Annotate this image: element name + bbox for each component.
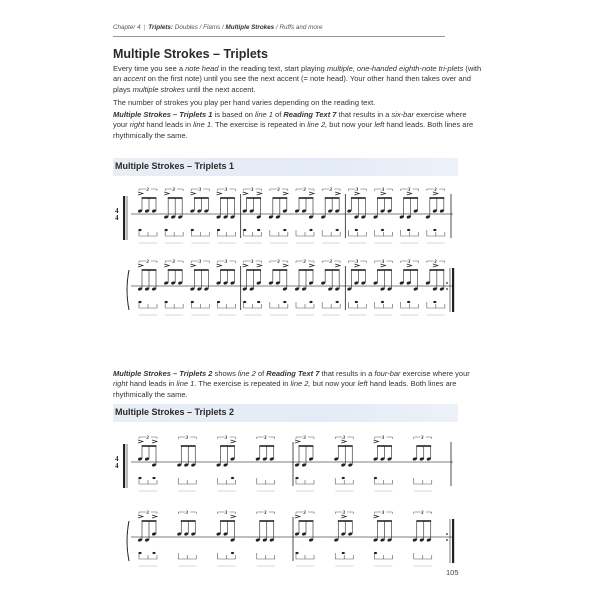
- beam: [194, 269, 209, 271]
- tuplet-number: 3: [198, 188, 202, 193]
- tuplet-number: 3: [185, 436, 188, 441]
- beam: [142, 197, 157, 199]
- reading-note-head: [342, 477, 345, 479]
- tuplet-number: 3: [264, 511, 267, 516]
- tuplet-number: 3: [224, 260, 228, 265]
- beam: [181, 520, 196, 522]
- reading-note-head: [283, 229, 286, 231]
- accent-mark: [374, 440, 379, 443]
- reading-note-head: [295, 552, 298, 554]
- beam: [416, 445, 431, 447]
- beam: [220, 520, 235, 522]
- reading-note-head: [217, 301, 220, 303]
- tuplet-number: 3: [185, 511, 188, 516]
- tuplet-number: 3: [146, 511, 149, 516]
- tuplet-number: 3: [172, 260, 175, 265]
- beam: [299, 445, 314, 447]
- reading-note-head: [138, 552, 141, 554]
- tuplet-number: 3: [329, 260, 332, 265]
- beam: [351, 269, 366, 271]
- reading-note-head: [231, 477, 234, 479]
- reading-note-head: [165, 301, 168, 303]
- breadcrumb-item: Multiple Strokes: [225, 24, 275, 31]
- accent-mark: [309, 264, 314, 267]
- beam: [416, 520, 431, 522]
- accent-mark: [231, 440, 236, 443]
- tuplet-number: 3: [250, 188, 254, 193]
- beam: [325, 197, 340, 199]
- beam: [220, 197, 235, 199]
- tuplet-number: 3: [407, 260, 411, 265]
- beam: [429, 197, 444, 199]
- beam: [246, 197, 261, 199]
- tuplet-number: 3: [381, 436, 385, 441]
- accent-mark: [243, 192, 248, 195]
- running-header: [113, 24, 445, 31]
- intro-paragraph: Every time you see a note head in the reading text, start playing multiple, one-handed eighth-note tri-plets (with an accent on the first note) until you see the next accent (= note head). Your other hand then takes over and plays multiple strokes until the next accent.: [113, 64, 482, 94]
- chapter-label: Chapter 4: [113, 24, 141, 31]
- accent-mark: [152, 440, 157, 443]
- tuplet-number: 3: [198, 260, 202, 265]
- tuplet-number: 3: [342, 436, 345, 441]
- tuplet-number: 3: [421, 511, 424, 516]
- reading-note-head: [152, 477, 155, 479]
- repeat-start-thick-bar: [123, 444, 125, 488]
- beam: [338, 520, 353, 522]
- reading-note-head: [342, 552, 345, 554]
- beam: [259, 520, 274, 522]
- tuplet-number: 3: [224, 511, 228, 516]
- beam: [220, 445, 235, 447]
- reading-note-head: [257, 301, 260, 303]
- tuplet-number: 3: [381, 511, 385, 516]
- page-title: Multiple Strokes – Triplets: [113, 47, 268, 61]
- breadcrumb-item: Ruffs and more: [279, 24, 323, 31]
- beam: [142, 269, 157, 271]
- crumb-separator: /: [274, 24, 280, 31]
- accent-mark: [335, 192, 340, 195]
- reading-note-head: [309, 301, 312, 303]
- accent-mark: [257, 192, 262, 195]
- reading-note-head: [336, 229, 339, 231]
- reading-note-head: [138, 301, 141, 303]
- accent-mark: [231, 515, 236, 518]
- reading-note-head: [433, 301, 436, 303]
- tuplet-number: 3: [355, 188, 359, 193]
- beam: [429, 269, 444, 271]
- exercise-1-system-2: [113, 252, 493, 332]
- reading-note-head: [374, 477, 377, 479]
- beam: [377, 445, 392, 447]
- reading-note-head: [381, 301, 384, 303]
- breadcrumb-item: Doubles: [174, 24, 198, 31]
- beam: [168, 197, 183, 199]
- tuplet-number: 3: [146, 436, 149, 441]
- reading-note-head: [231, 552, 234, 554]
- beam: [272, 197, 287, 199]
- beam: [246, 269, 261, 271]
- svg-text:4: 4: [115, 214, 119, 222]
- tuplet-number: 3: [434, 260, 437, 265]
- exercise-1-system-1: [113, 180, 493, 260]
- reading-note-head: [355, 301, 358, 303]
- reading-note-head: [295, 477, 298, 479]
- reading-note-head: [283, 301, 286, 303]
- reading-note-head: [191, 229, 194, 231]
- beam: [351, 197, 366, 199]
- beam: [403, 197, 418, 199]
- accent-mark: [138, 264, 143, 267]
- tuplet-number: 3: [172, 188, 175, 193]
- accent-mark: [243, 264, 248, 267]
- reading-note-head: [336, 301, 339, 303]
- tuplet-number: 3: [277, 260, 280, 265]
- exercise-1-title: Multiple Strokes – Triplets 1: [115, 161, 235, 171]
- beam: [299, 520, 314, 522]
- beam: [403, 269, 418, 271]
- tuplet-number: 3: [421, 436, 424, 441]
- exercise-1-banner: [113, 158, 458, 176]
- svg-text:4: 4: [115, 462, 119, 470]
- tuplet-number: 3: [264, 436, 267, 441]
- reading-note-head: [243, 229, 246, 231]
- repeat-end-thick-bar: [452, 519, 454, 563]
- accent-mark: [164, 192, 169, 195]
- reading-note-head: [138, 229, 141, 231]
- breadcrumb: [175, 24, 323, 31]
- accent-mark: [138, 192, 143, 195]
- accent-mark: [295, 515, 300, 518]
- beam: [181, 445, 196, 447]
- reading-note-head: [152, 552, 155, 554]
- exercise-2-title: Multiple Strokes – Triplets 2: [115, 407, 235, 417]
- exercise1-description: Multiple Strokes – Triplets 1 is based on line 1 of Reading Text 7 that results in a six-bar exercise where your right hand leads in line 1. The exercise is repeated in line 2, but now your left hand leads. Both lines are rhythmically the same.: [113, 110, 474, 140]
- time-signature: 4: [115, 207, 119, 215]
- time-signature: 4: [115, 455, 119, 463]
- tuplet-number: 3: [224, 188, 228, 193]
- reading-note-head: [257, 229, 260, 231]
- beam: [259, 445, 274, 447]
- reading-note-head: [407, 301, 410, 303]
- tuplet-number: 3: [303, 260, 306, 265]
- beam: [272, 269, 287, 271]
- tuplet-number: 3: [329, 188, 332, 193]
- header-rule: [113, 36, 445, 37]
- tuplet-number: 3: [303, 436, 306, 441]
- accent-mark: [374, 515, 379, 518]
- crumb-separator: /: [220, 24, 226, 31]
- beam: [299, 197, 314, 199]
- beam: [377, 269, 392, 271]
- exercise-2-banner: [113, 404, 458, 422]
- tuplet-number: 3: [381, 188, 385, 193]
- tuplet-number: 3: [434, 188, 437, 193]
- reading-note-head: [138, 477, 141, 479]
- tuplet-number: 3: [277, 188, 280, 193]
- beam: [338, 445, 353, 447]
- tuplet-number: 3: [355, 260, 359, 265]
- crumb-separator: /: [197, 24, 204, 31]
- tuplet-number: 3: [146, 188, 149, 193]
- accent-mark: [283, 192, 288, 195]
- beam: [168, 269, 183, 271]
- tuplet-number: 3: [381, 260, 385, 265]
- accent-mark: [295, 440, 300, 443]
- reading-note-head: [433, 229, 436, 231]
- page-number: 105: [446, 568, 459, 577]
- reading-note-head: [309, 229, 312, 231]
- accent-mark: [217, 192, 222, 195]
- accent-mark: [190, 264, 195, 267]
- beam: [142, 520, 157, 522]
- beam: [299, 269, 314, 271]
- reading-note-head: [191, 301, 194, 303]
- exercise-2-system-2: [113, 503, 493, 583]
- accent-mark: [309, 192, 314, 195]
- system-bracket: [127, 521, 129, 561]
- header-separator: |: [143, 24, 146, 31]
- beam: [194, 197, 209, 199]
- accent-mark: [138, 440, 143, 443]
- tuplet-number: 3: [250, 260, 254, 265]
- tuplet-number: 3: [342, 511, 345, 516]
- accent-mark: [152, 515, 157, 518]
- tuplet-number: 3: [146, 260, 149, 265]
- beam: [377, 520, 392, 522]
- repeat-end-thick-bar: [452, 268, 454, 312]
- reading-note-head: [217, 229, 220, 231]
- tuplet-number: 3: [303, 188, 306, 193]
- accent-mark: [335, 264, 340, 267]
- system-bracket: [127, 270, 129, 310]
- beam: [377, 197, 392, 199]
- reading-note-head: [407, 229, 410, 231]
- beam: [220, 269, 235, 271]
- reading-note-head: [374, 552, 377, 554]
- strokes-paragraph: The number of strokes you play per hand varies depending on the reading text.: [113, 98, 376, 107]
- repeat-start-thick-bar: [123, 196, 125, 240]
- reading-note-head: [165, 229, 168, 231]
- accent-mark: [138, 515, 143, 518]
- tuplet-number: 3: [303, 511, 306, 516]
- reading-note-head: [355, 229, 358, 231]
- accent-mark: [217, 264, 222, 267]
- section-label: Triplets:: [148, 24, 174, 31]
- accent-mark: [257, 264, 262, 267]
- beam: [325, 269, 340, 271]
- reading-note-head: [381, 229, 384, 231]
- tuplet-number: 3: [407, 188, 411, 193]
- exercise2-description: Multiple Strokes – Triplets 2 shows line 2 of Reading Text 7 that results in a four-bar exercise where your right hand leads in line 1. The exercise is repeated in line 2, but now your left hand leads. Both lines are rhythmically the same.: [113, 369, 470, 399]
- tuplet-number: 3: [224, 436, 228, 441]
- reading-note-head: [243, 301, 246, 303]
- accent-mark: [164, 264, 169, 267]
- accent-mark: [283, 264, 288, 267]
- exercise-2-system-1: [113, 428, 493, 508]
- beam: [142, 445, 157, 447]
- breadcrumb-item: Flams: [203, 24, 221, 31]
- accent-mark: [190, 192, 195, 195]
